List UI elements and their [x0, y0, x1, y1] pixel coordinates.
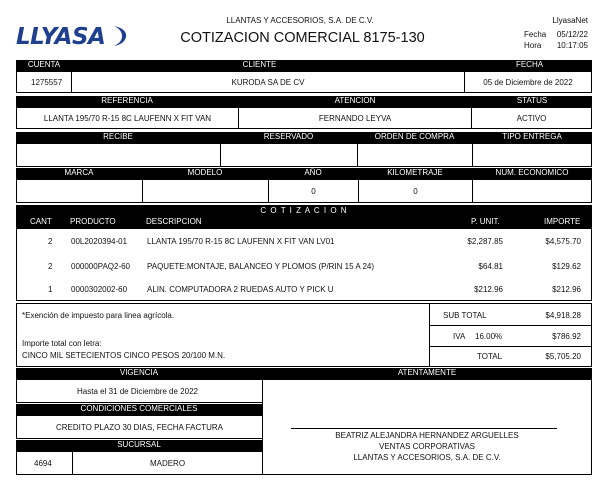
row-cant: 2	[48, 262, 53, 271]
fecha-doc-label: FECHA	[467, 60, 592, 71]
km-field	[358, 179, 473, 203]
marca-field	[16, 179, 143, 203]
app-name: LlyasaNet	[552, 16, 588, 25]
tipo-entrega-label: TIPO ENTREGA	[472, 132, 592, 143]
iva-rate: 16.00%	[475, 332, 503, 341]
firma-company: LLANTAS Y ACCESORIOS, S.A. DE C.V.	[353, 453, 501, 462]
tipo-entrega-field	[472, 143, 592, 167]
fecha-value: 05/12/22	[556, 30, 588, 39]
km-label: KILOMETRAJE	[358, 168, 472, 179]
col-importe: IMPORTE	[544, 217, 581, 226]
row-cant: 2	[48, 237, 53, 246]
condiciones-value: CREDITO PLAZO 30 DIAS, FECHA FACTURA	[56, 422, 223, 432]
num-eco-field	[472, 179, 592, 203]
table-row	[17, 237, 591, 247]
reservado-label: RESERVADO	[220, 132, 357, 143]
cliente-value: KURODA SA DE CV	[231, 77, 305, 87]
condiciones-label: CONDICIONES COMERCIALES	[16, 404, 262, 415]
atencion-label: ATENCION	[238, 96, 472, 107]
cotizacion-body	[16, 229, 592, 301]
sucursal-code: 4694	[34, 458, 52, 468]
row-importe: $129.62	[552, 262, 581, 271]
exencion-note: *Exención de impuesto para linea agrícola.	[22, 311, 175, 320]
recibe-label: RECIBE	[16, 132, 220, 143]
recibe-field	[16, 143, 221, 167]
anio-label: AÑO	[268, 168, 358, 179]
row-punit: $212.96	[474, 285, 503, 294]
modelo-field	[142, 179, 269, 203]
referencia-field	[16, 107, 239, 129]
table-row	[17, 285, 591, 295]
row-descripcion: PAQUETE:MONTAJE, BALANCEO Y PLOMOS (P/RIN 15 A 24)	[147, 262, 375, 271]
vigencia-field	[16, 379, 263, 403]
fecha-doc-field	[464, 71, 592, 93]
importe-letra-value: CINCO MIL SETECIENTOS CINCO PESOS 20/100 M.N.	[22, 351, 226, 360]
totals-divider-vertical	[429, 304, 430, 366]
col-punit: P. UNIT.	[471, 217, 500, 226]
atencion-value: FERNANDO LEYVA	[318, 113, 392, 123]
importe-letra-label: Importe total con letra:	[22, 339, 102, 348]
condiciones-field	[16, 415, 263, 439]
row-punit: $64.81	[478, 262, 503, 271]
anio-field	[268, 179, 359, 203]
atentamente-label: ATENTAMENTE	[262, 368, 592, 379]
row-punit: $2,287.85	[467, 237, 503, 246]
vigencia-value: Hasta el 31 de Diciembre de 2022	[77, 386, 198, 396]
referencia-label: REFERENCIA	[16, 96, 238, 107]
logo-text: LLYASA	[16, 24, 106, 50]
cliente-field	[71, 71, 465, 93]
cuenta-value: 1275557	[31, 77, 63, 87]
row-producto: 0000302002-60	[71, 285, 128, 294]
cuenta-field	[16, 71, 72, 93]
firma-name: BEATRIZ ALEJANDRA HERNANDEZ ARGUELLES	[335, 431, 519, 440]
logo	[16, 24, 128, 50]
status-badge: ACTIVO	[516, 113, 547, 123]
hora-value: 10:17:05	[556, 41, 588, 50]
row-producto: 00L2020394-01	[71, 237, 128, 246]
sucursal-code-field	[16, 451, 73, 475]
row-descripcion: LLANTA 195/70 R-15 8C LAUFENN X FIT VAN LV01	[147, 237, 335, 246]
referencia-value: LLANTA 195/70 R-15 8C LAUFENN X FIT VAN	[43, 113, 212, 123]
km-value: 0	[413, 186, 418, 196]
row-cant: 1	[48, 285, 53, 294]
table-row	[17, 262, 591, 272]
logo-swoosh-icon	[112, 25, 128, 47]
iva-value: $786.92	[552, 332, 581, 341]
reservado-field	[220, 143, 358, 167]
fecha-doc-value: 05 de Diciembre de 2022	[483, 77, 573, 87]
row-importe: $4,575.70	[545, 237, 581, 246]
signature-line	[291, 428, 557, 429]
subtotal-label: SUB TOTAL	[443, 311, 487, 320]
sucursal-label: SUCURSAL	[16, 440, 262, 451]
page-title: COTIZACION COMERCIAL 8175-130	[180, 30, 425, 46]
total-label: TOTAL	[477, 352, 503, 361]
col-descripcion: DESCRIPCION	[146, 217, 202, 226]
vigencia-label: VIGENCIA	[16, 368, 262, 379]
total-value: $5,705.20	[545, 352, 581, 361]
modelo-label: MODELO	[142, 168, 268, 179]
total-rule	[429, 346, 591, 347]
sucursal-name-field	[72, 451, 263, 475]
iva-label: IVA	[453, 332, 466, 341]
cotizacion-section-label: C O T I Z A C I O N	[260, 206, 348, 215]
atencion-field	[238, 107, 472, 129]
subtotal-value: $4,918.28	[545, 311, 581, 320]
status-field	[471, 107, 592, 129]
marca-label: MARCA	[16, 168, 142, 179]
col-producto: PRODUCTO	[70, 217, 116, 226]
totals-box	[16, 303, 592, 367]
row-importe: $212.96	[552, 285, 581, 294]
orden-field	[357, 143, 473, 167]
atentamente-box	[262, 379, 592, 475]
cuenta-label: CUENTA	[16, 60, 72, 71]
status-label: STATUS	[472, 96, 592, 107]
num-eco-label: NUM. ECONOMICO	[472, 168, 592, 179]
sucursal-name: MADERO	[149, 458, 186, 468]
row-producto: 000000PAQ2-60	[71, 262, 131, 271]
anio-value: 0	[311, 186, 316, 196]
row-descripcion: ALIN. COMPUTADORA 2 RUEDAS AUTO Y PICK U	[147, 285, 334, 294]
cliente-label: CLIENTE	[72, 60, 447, 71]
orden-label: ORDEN DE COMPRA	[357, 132, 472, 143]
firma-dept: VENTAS CORPORATIVAS	[378, 442, 475, 451]
subtotal-rule	[429, 325, 591, 326]
fecha-label: Fecha	[524, 30, 547, 39]
cotizacion-header	[16, 205, 592, 229]
hora-label: Hora	[524, 41, 542, 50]
col-cant: CANT	[30, 217, 52, 226]
company-name: LLANTAS Y ACCESORIOS, S.A. DE C.V.	[226, 16, 374, 25]
